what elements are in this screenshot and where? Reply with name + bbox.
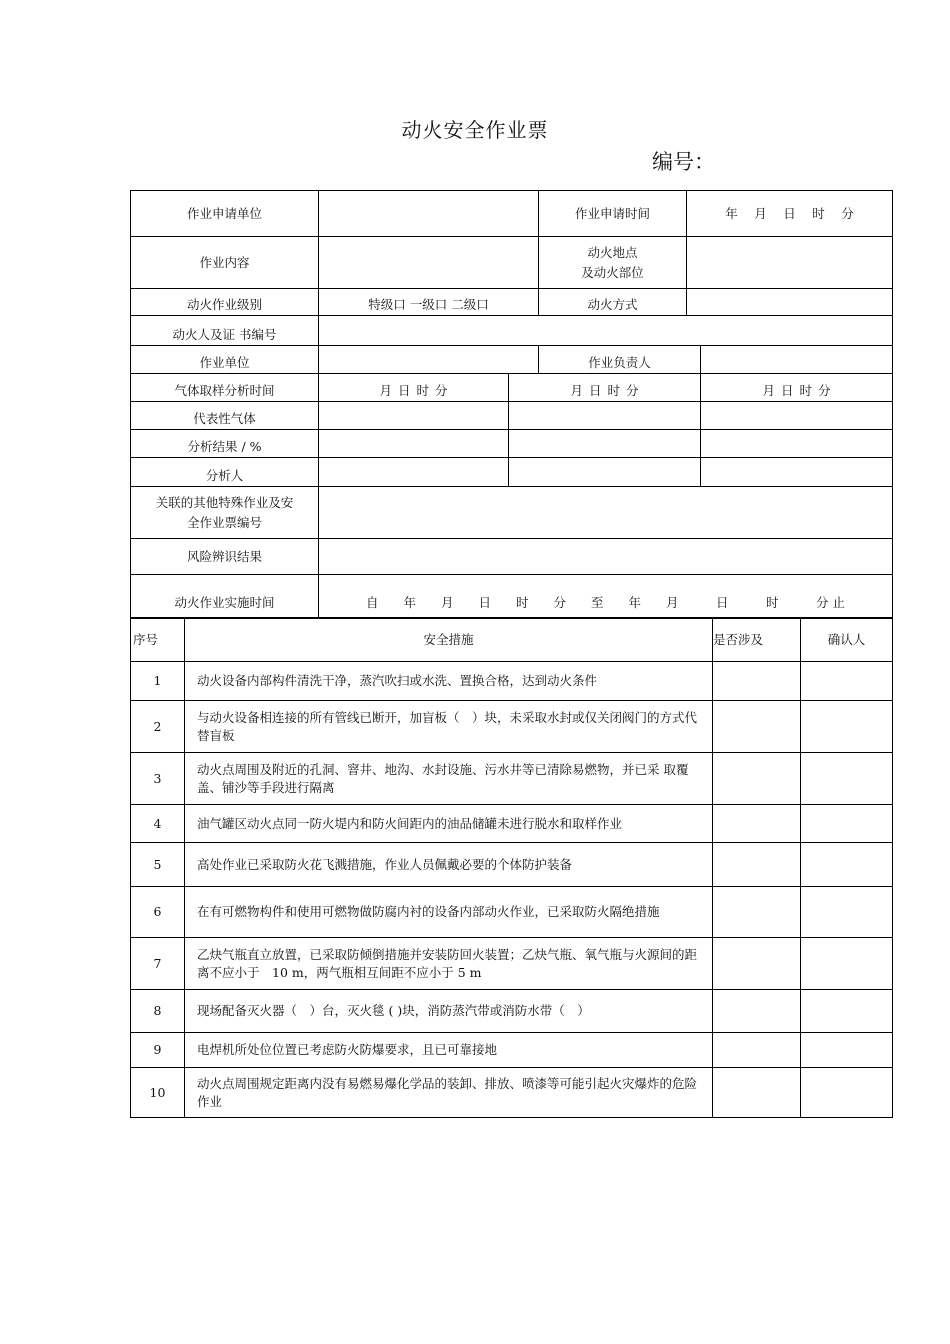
row-number: 4 [131,805,185,843]
impl-time-field[interactable]: 自 年 月 日 时 分 至 年 月 日 时 分 止 [319,575,893,619]
risk-result-field[interactable] [319,539,893,575]
confirmer-cell[interactable] [801,753,893,805]
involved-cell[interactable] [713,887,801,938]
involved-cell[interactable] [713,938,801,990]
measure-text: 高处作业已采取防火花飞溅措施，作业人员佩戴必要的个体防护装备 [185,843,713,887]
header-measure: 安全措施 [185,618,713,662]
rep-gas-field-3[interactable] [701,402,893,430]
involved-cell[interactable] [713,753,801,805]
work-unit-field[interactable] [319,346,539,374]
involved-cell[interactable] [713,990,801,1033]
confirmer-cell[interactable] [801,938,893,990]
content-field[interactable] [319,237,539,289]
work-leader-label: 作业负责人 [539,346,701,374]
involved-cell[interactable] [713,1033,801,1068]
confirmer-cell[interactable] [801,701,893,753]
rep-gas-field-1[interactable] [319,402,509,430]
measure-text: 动火点周围规定距离内没有易燃易爆化学品的装卸、排放、喷漆等可能引起火灾爆炸的危险作业 [185,1068,713,1118]
table-row [131,938,893,990]
gas-time-slot-2[interactable]: 月 日 时 分 [509,374,701,402]
impl-time-label: 动火作业实施时间 [131,575,319,619]
apply-time-label: 作业申请时间 [539,191,687,237]
involved-cell[interactable] [713,843,801,887]
rep-gas-field-2[interactable] [509,402,701,430]
persons-label: 动火人及证 书编号 [131,316,319,346]
row-number: 3 [131,753,185,805]
analyst-label: 分析人 [131,458,319,487]
row-number: 9 [131,1033,185,1068]
table-row [131,887,893,938]
result-field-2[interactable] [509,430,701,458]
confirmer-cell[interactable] [801,1033,893,1068]
work-unit-label: 作业单位 [131,346,319,374]
level-options[interactable]: 特级口 一级口 二级口 [319,289,539,316]
method-field[interactable] [687,289,893,316]
analyst-field-2[interactable] [509,458,701,487]
measure-text: 现场配备灭火器（ ）台，灭火毯 ( )块，消防蒸汽带或消防水带（ ） [185,990,713,1033]
related-permits-field[interactable] [319,487,893,539]
level-label: 动火作业级别 [131,289,319,316]
serial-number-label: 编号： [652,150,715,174]
measure-text: 电焊机所处位位置已考虑防火防爆要求，且已可靠接地 [185,1033,713,1068]
related-permits-label-line2: 全作业票编号 [186,514,262,530]
header-confirmer: 确认人 [801,618,893,662]
table-row [131,753,893,805]
gas-time-slot-1[interactable]: 月 日 时 分 [319,374,509,402]
confirmer-cell[interactable] [801,990,893,1033]
table-row [131,1068,893,1118]
measure-text: 动火设备内部构件清洗干净，蒸汽吹扫或水洗、置换合格，达到动火条件 [185,662,713,701]
measure-text: 与动火设备相连接的所有管线已断开，加盲板（ ）块，未采取水封或仅关闭阀门的方式代替盲板 [185,701,713,753]
apply-time-field[interactable]: 年 月 日 时 分 [687,191,893,237]
table-row [131,662,893,701]
row-number: 8 [131,990,185,1033]
involved-cell[interactable] [713,1068,801,1118]
row-number: 5 [131,843,185,887]
measure-text: 动火点周围及附近的孔洞、窨井、地沟、水封设施、污水井等已清除易燃物，并已采 取覆盖、铺沙等手段进行隔离 [185,753,713,805]
result-field-3[interactable] [701,430,893,458]
confirmer-cell[interactable] [801,662,893,701]
row-number: 2 [131,701,185,753]
result-field-1[interactable] [319,430,509,458]
confirmer-cell[interactable] [801,887,893,938]
confirmer-cell[interactable] [801,805,893,843]
location-label [539,237,687,289]
measure-text: 油气罐区动火点同一防火堤内和防火间距内的油品储罐未进行脱水和取样作业 [185,805,713,843]
result-label: 分析结果 / % [131,430,319,458]
risk-result-label: 风险辨识结果 [131,539,319,575]
table-row [131,701,893,753]
analyst-field-3[interactable] [701,458,893,487]
content-label: 作业内容 [131,237,319,289]
table-row [131,1033,893,1068]
involved-cell[interactable] [713,805,801,843]
location-label-line2: 及动火部位 [581,264,644,280]
confirmer-cell[interactable] [801,843,893,887]
header-involved: 是否涉及 [713,618,801,662]
location-label-line1: 动火地点 [587,245,638,261]
safety-measures-table [130,617,893,1118]
work-leader-field[interactable] [701,346,893,374]
row-number: 7 [131,938,185,990]
related-permits-label-line1: 关联的其他特殊作业及安 [155,495,294,511]
method-label: 动火方式 [539,289,687,316]
header-no: 序号 [131,618,185,662]
related-permits-label [131,487,319,539]
page-title: 动火安全作业票 [401,118,549,142]
confirmer-cell[interactable] [801,1068,893,1118]
apply-unit-label: 作业申请单位 [131,191,319,237]
persons-field[interactable] [319,316,893,346]
location-field[interactable] [687,237,893,289]
measure-text: 在有可燃物构件和使用可燃物做防腐内衬的设备内部动火作业，已采取防火隔绝措施 [185,887,713,938]
permit-form-table [130,190,893,619]
apply-unit-field[interactable] [319,191,539,237]
analyst-field-1[interactable] [319,458,509,487]
row-number: 1 [131,662,185,701]
gas-time-label: 气体取样分析时间 [131,374,319,402]
table-row [131,843,893,887]
row-number: 10 [131,1068,185,1118]
measure-text: 乙炔气瓶直立放置，已采取防倾倒措施并安装防回火装置；乙炔气瓶、氧气瓶与火源间的距离不应小于 10 m，两气瓶相互间距不应小于 5 m [185,938,713,990]
involved-cell[interactable] [713,701,801,753]
row-number: 6 [131,887,185,938]
rep-gas-label: 代表性气体 [131,402,319,430]
table-row [131,990,893,1033]
gas-time-slot-3[interactable]: 月 日 时 分 [701,374,893,402]
table-row [131,805,893,843]
involved-cell[interactable] [713,662,801,701]
